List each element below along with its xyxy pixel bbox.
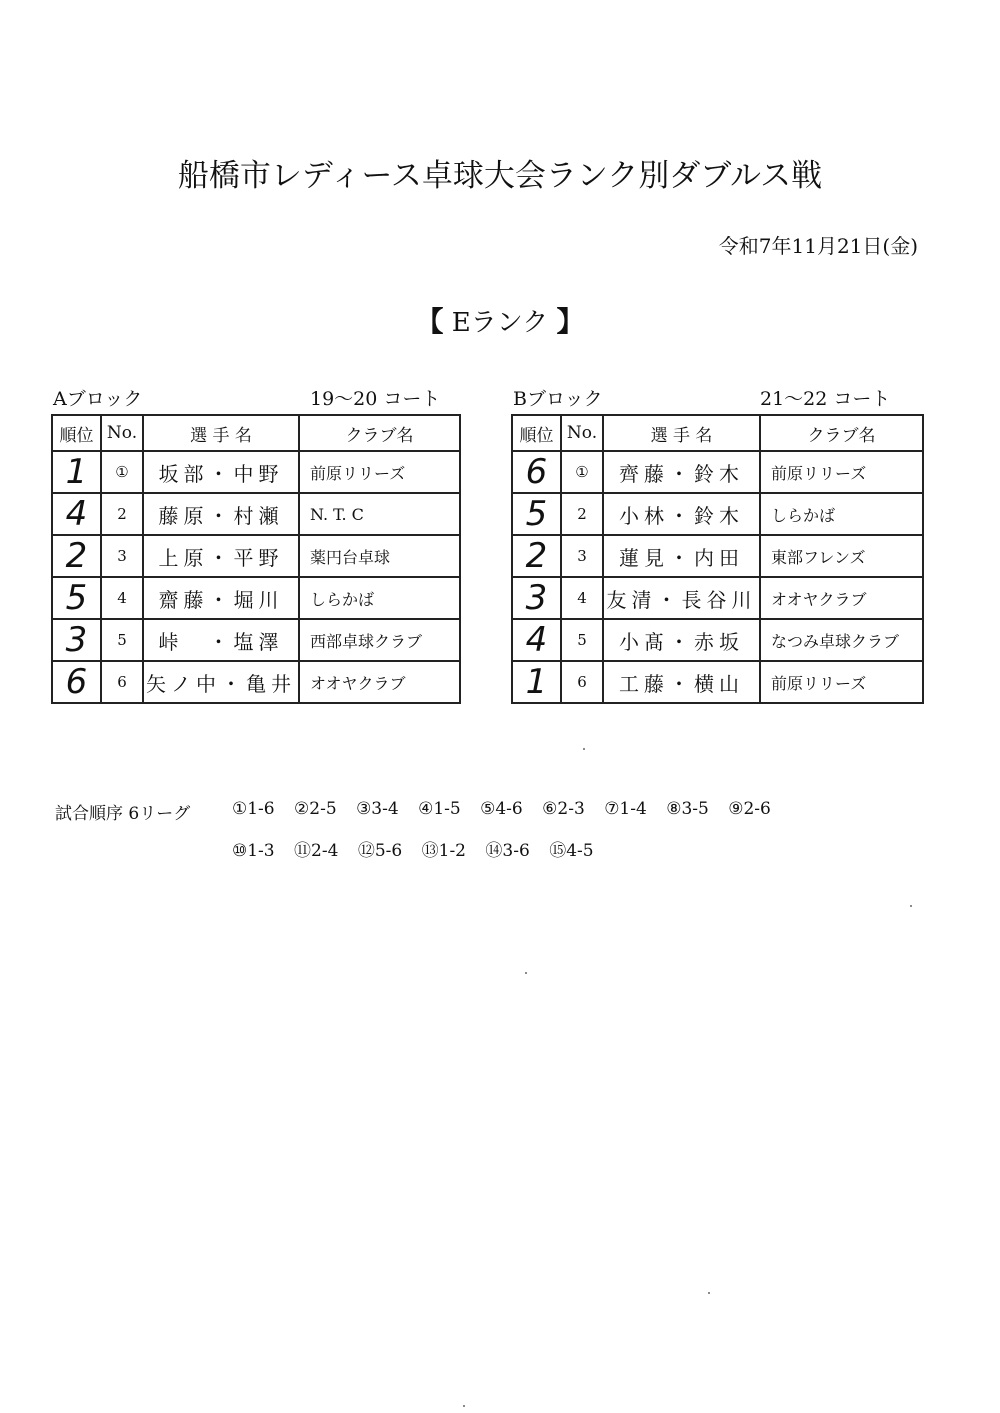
match-item: ⑨2-6	[728, 799, 771, 819]
table-row	[512, 451, 923, 493]
club-cell: オオヤクラブ	[760, 577, 923, 619]
document-title: 船橋市レディース卓球大会ランク別ダブルス戦	[177, 158, 823, 194]
players-cell: 矢ノ中・亀井	[143, 661, 299, 703]
club-cell: N. T. C	[299, 493, 460, 535]
table-row	[512, 535, 923, 577]
no-cell: 5	[101, 619, 143, 661]
no-cell: 6	[561, 661, 603, 703]
no-cell: 6	[101, 661, 143, 703]
col-header-players: 選 手 名	[603, 415, 760, 451]
no-cell: 3	[561, 535, 603, 577]
players-cell: 藤原・村瀬	[143, 493, 299, 535]
scan-speck	[525, 972, 527, 974]
match-item: ⑭3-6	[485, 841, 530, 861]
rank-cell: 5	[52, 577, 101, 619]
table-row	[52, 535, 460, 577]
no-cell: ①	[561, 451, 603, 493]
table-row	[512, 577, 923, 619]
club-cell: オオヤクラブ	[299, 661, 460, 703]
block-b-court: 21～22 コート	[760, 388, 891, 410]
table-row	[512, 493, 923, 535]
col-header-rank: 順位	[512, 415, 561, 451]
players-cell: 齋藤・堀川	[143, 577, 299, 619]
table-row	[52, 661, 460, 703]
scan-speck	[583, 748, 585, 750]
rank-heading	[0, 300, 1000, 340]
players-cell: 峠 ・塩澤	[143, 619, 299, 661]
match-item: ④1-5	[418, 799, 461, 819]
club-cell: なつみ卓球クラブ	[760, 619, 923, 661]
match-item: ①1-6	[232, 799, 275, 819]
match-item: ⑮4-5	[549, 841, 594, 861]
players-cell: 工藤・横山	[603, 661, 760, 703]
table-row	[512, 661, 923, 703]
club-cell: 薬円台卓球	[299, 535, 460, 577]
match-item: ⑦1-4	[604, 799, 647, 819]
club-cell: 西部卓球クラブ	[299, 619, 460, 661]
rank-label: Eランク	[451, 308, 549, 338]
col-header-club: クラブ名	[760, 415, 923, 451]
rank-cell: 2	[512, 535, 561, 577]
block-a-court: 19～20 コート	[310, 388, 441, 410]
block-b-table	[511, 414, 924, 704]
players-cell: 小髙・赤坂	[603, 619, 760, 661]
club-cell: 前原リリーズ	[299, 451, 460, 493]
event-date: 令和7年11月21日(金)	[718, 234, 918, 258]
block-a-name: Aブロック	[53, 388, 143, 410]
rank-cell: 6	[512, 451, 561, 493]
players-cell: 齊藤・鈴木	[603, 451, 760, 493]
table-row	[512, 619, 923, 661]
table-header-row	[512, 415, 923, 451]
club-cell: 東部フレンズ	[760, 535, 923, 577]
rank-cell: 6	[52, 661, 101, 703]
rank-cell: 3	[52, 619, 101, 661]
rank-cell: 3	[512, 577, 561, 619]
col-header-players: 選 手 名	[143, 415, 299, 451]
match-item: ⑤4-6	[480, 799, 523, 819]
col-header-rank: 順位	[52, 415, 101, 451]
match-order-line-1	[232, 799, 785, 819]
club-cell: 前原リリーズ	[760, 661, 923, 703]
match-item: ⑬1-2	[421, 841, 467, 861]
club-cell: しらかば	[760, 493, 923, 535]
players-cell: 蓮見・内田	[603, 535, 760, 577]
block-a-table	[51, 414, 461, 704]
table-row	[52, 493, 460, 535]
match-item: ③3-4	[356, 799, 399, 819]
no-cell: 5	[561, 619, 603, 661]
match-item: ②2-5	[294, 799, 337, 819]
scan-speck	[910, 905, 912, 907]
players-cell: 上原・平野	[143, 535, 299, 577]
match-order-line-2	[232, 836, 608, 861]
players-cell: 友清・長谷川	[603, 577, 760, 619]
rank-cell: 2	[52, 535, 101, 577]
no-cell: 4	[101, 577, 143, 619]
col-header-no: No.	[101, 415, 143, 451]
club-cell: 前原リリーズ	[760, 451, 923, 493]
match-item: ⑧3-5	[666, 799, 709, 819]
players-cell: 小林・鈴木	[603, 493, 760, 535]
rank-cell: 4	[52, 493, 101, 535]
col-header-club: クラブ名	[299, 415, 460, 451]
club-cell: しらかば	[299, 577, 460, 619]
no-cell: 2	[561, 493, 603, 535]
scan-speck	[708, 1292, 710, 1294]
no-cell: 3	[101, 535, 143, 577]
rank-cell: 1	[52, 451, 101, 493]
match-item: ⑫5-6	[357, 841, 403, 861]
match-order-label: 試合順序 6リーグ	[55, 804, 191, 824]
no-cell: 4	[561, 577, 603, 619]
no-cell: ①	[101, 451, 143, 493]
scan-speck	[463, 1405, 465, 1407]
block-b-name: Bブロック	[513, 388, 603, 410]
no-cell: 2	[101, 493, 143, 535]
table-header-row	[52, 415, 460, 451]
players-cell: 坂部・中野	[143, 451, 299, 493]
rank-cell: 5	[512, 493, 561, 535]
rank-cell: 4	[512, 619, 561, 661]
match-item: ⑪2-4	[294, 841, 339, 861]
rank-cell: 1	[512, 661, 561, 703]
table-row	[52, 619, 460, 661]
match-item: ⑩1-3	[232, 841, 275, 861]
bracket-close: 】	[556, 305, 585, 338]
table-row	[52, 451, 460, 493]
table-row	[52, 577, 460, 619]
match-item: ⑥2-3	[542, 799, 585, 819]
col-header-no: No.	[561, 415, 603, 451]
bracket-open: 【	[415, 305, 444, 338]
